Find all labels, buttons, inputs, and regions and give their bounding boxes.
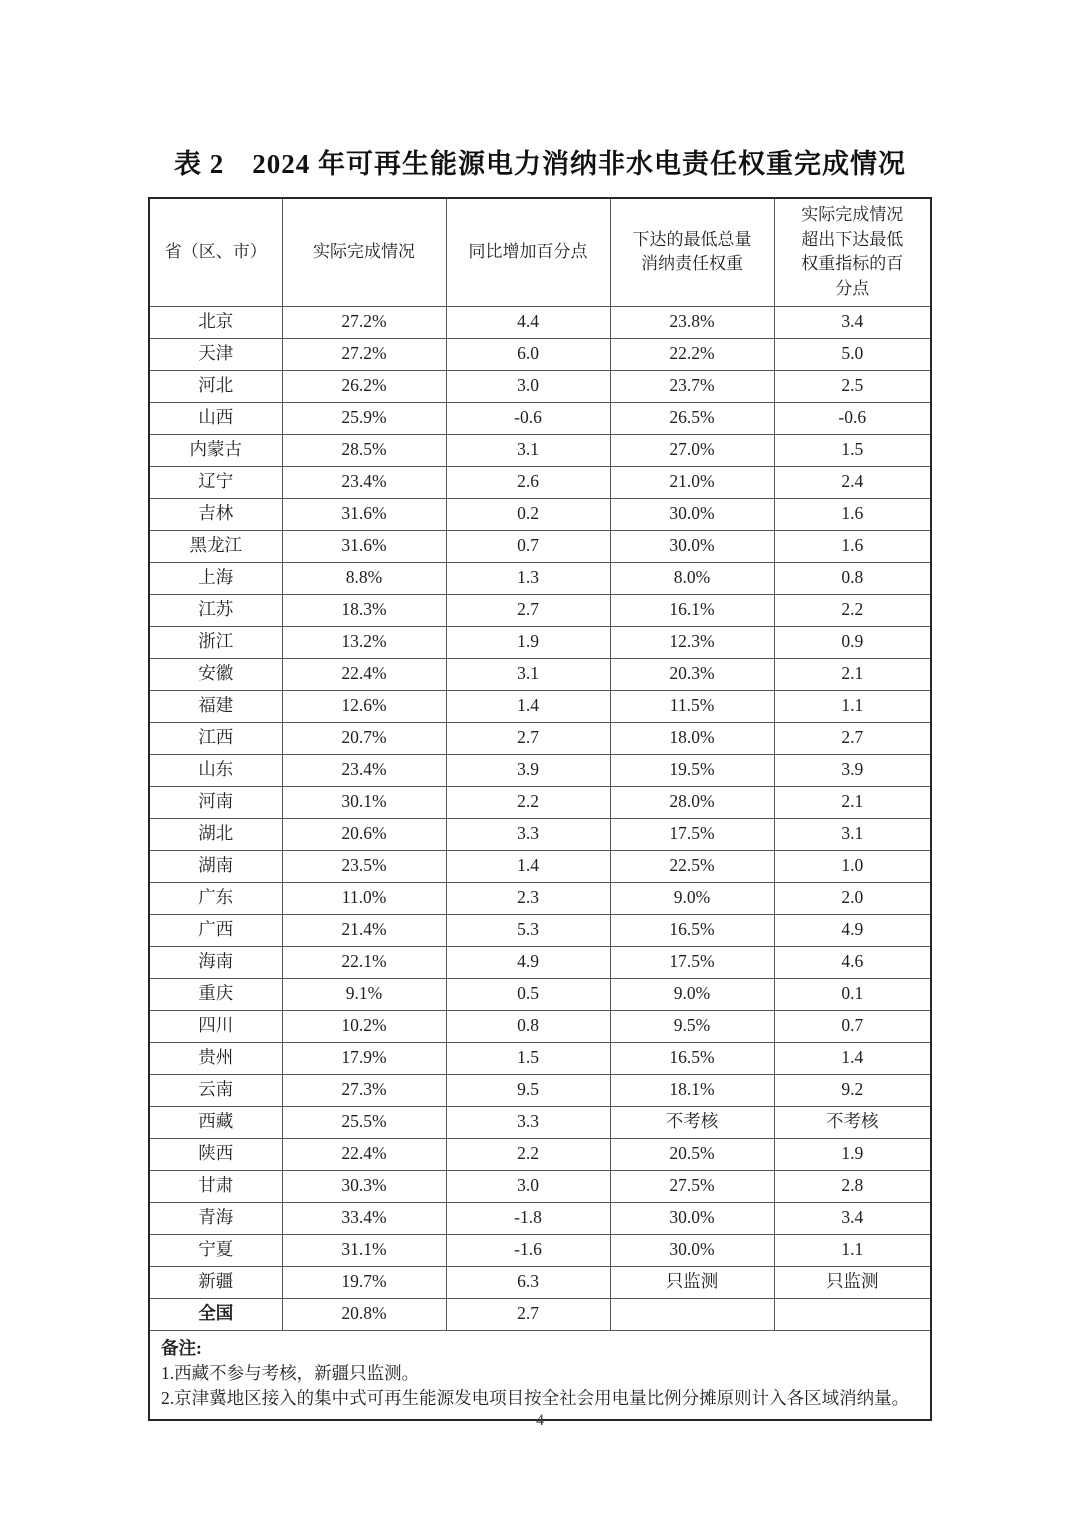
province-cell: 安徽 bbox=[149, 658, 282, 690]
exceed-points-cell bbox=[774, 1298, 931, 1330]
province-cell: 西藏 bbox=[149, 1106, 282, 1138]
province-cell: 新疆 bbox=[149, 1266, 282, 1298]
table-row bbox=[149, 882, 931, 914]
minimum-weight-cell: 21.0% bbox=[610, 466, 774, 498]
yoy-increase-cell: -1.6 bbox=[446, 1234, 610, 1266]
exceed-points-cell: 2.1 bbox=[774, 786, 931, 818]
province-cell: 浙江 bbox=[149, 626, 282, 658]
yoy-increase-cell: -1.8 bbox=[446, 1202, 610, 1234]
exceed-points-cell: 1.4 bbox=[774, 1042, 931, 1074]
minimum-weight-cell: 12.3% bbox=[610, 626, 774, 658]
exceed-points-cell: 3.9 bbox=[774, 754, 931, 786]
minimum-weight-cell: 26.5% bbox=[610, 402, 774, 434]
yoy-increase-cell: -0.6 bbox=[446, 402, 610, 434]
table-row bbox=[149, 850, 931, 882]
actual-completion-cell: 23.4% bbox=[282, 754, 446, 786]
page-number: 4 bbox=[536, 1412, 544, 1429]
table-row bbox=[149, 402, 931, 434]
exceed-points-cell: 5.0 bbox=[774, 338, 931, 370]
province-cell: 上海 bbox=[149, 562, 282, 594]
table-row bbox=[149, 562, 931, 594]
actual-completion-cell: 12.6% bbox=[282, 690, 446, 722]
header-actual-completion: 实际完成情况 bbox=[282, 198, 446, 306]
actual-completion-cell: 18.3% bbox=[282, 594, 446, 626]
minimum-weight-cell: 30.0% bbox=[610, 530, 774, 562]
table-row bbox=[149, 434, 931, 466]
exceed-points-cell: 1.1 bbox=[774, 1234, 931, 1266]
actual-completion-cell: 19.7% bbox=[282, 1266, 446, 1298]
exceed-points-cell: 1.5 bbox=[774, 434, 931, 466]
yoy-increase-cell: 0.2 bbox=[446, 498, 610, 530]
actual-completion-cell: 31.1% bbox=[282, 1234, 446, 1266]
province-cell: 宁夏 bbox=[149, 1234, 282, 1266]
province-cell: 吉林 bbox=[149, 498, 282, 530]
yoy-increase-cell: 3.0 bbox=[446, 1170, 610, 1202]
actual-completion-cell: 26.2% bbox=[282, 370, 446, 402]
minimum-weight-cell: 30.0% bbox=[610, 1234, 774, 1266]
actual-completion-cell: 22.4% bbox=[282, 1138, 446, 1170]
exceed-points-cell: 2.5 bbox=[774, 370, 931, 402]
actual-completion-cell: 21.4% bbox=[282, 914, 446, 946]
notes-row bbox=[149, 1330, 931, 1420]
province-cell: 福建 bbox=[149, 690, 282, 722]
exceed-points-cell: 0.8 bbox=[774, 562, 931, 594]
yoy-increase-cell: 1.4 bbox=[446, 850, 610, 882]
table-row bbox=[149, 1170, 931, 1202]
yoy-increase-cell: 4.4 bbox=[446, 306, 610, 338]
yoy-increase-cell: 0.7 bbox=[446, 530, 610, 562]
yoy-increase-cell: 6.0 bbox=[446, 338, 610, 370]
exceed-points-cell: 3.1 bbox=[774, 818, 931, 850]
exceed-points-cell: 2.0 bbox=[774, 882, 931, 914]
yoy-increase-cell: 1.5 bbox=[446, 1042, 610, 1074]
minimum-weight-cell: 17.5% bbox=[610, 946, 774, 978]
province-cell: 云南 bbox=[149, 1074, 282, 1106]
minimum-weight-cell: 20.5% bbox=[610, 1138, 774, 1170]
exceed-points-cell: 不考核 bbox=[774, 1106, 931, 1138]
exceed-points-cell: 1.9 bbox=[774, 1138, 931, 1170]
exceed-points-cell: 1.6 bbox=[774, 498, 931, 530]
province-cell: 河南 bbox=[149, 786, 282, 818]
province-cell: 山西 bbox=[149, 402, 282, 434]
actual-completion-cell: 20.6% bbox=[282, 818, 446, 850]
table-row bbox=[149, 1106, 931, 1138]
province-cell: 黑龙江 bbox=[149, 530, 282, 562]
note-line-2: 2.京津冀地区接入的集中式可再生能源发电项目按全社会用电量比例分摊原则计入各区域消纳量。 bbox=[161, 1388, 910, 1409]
table-row bbox=[149, 498, 931, 530]
province-cell: 广西 bbox=[149, 914, 282, 946]
yoy-increase-cell: 3.0 bbox=[446, 370, 610, 402]
province-cell: 贵州 bbox=[149, 1042, 282, 1074]
yoy-increase-cell: 2.6 bbox=[446, 466, 610, 498]
province-cell: 四川 bbox=[149, 1010, 282, 1042]
minimum-weight-cell: 23.8% bbox=[610, 306, 774, 338]
province-cell: 广东 bbox=[149, 882, 282, 914]
notes-label: 备注: bbox=[161, 1337, 202, 1358]
province-cell: 全国 bbox=[149, 1298, 282, 1330]
page-title: 表 2 2024 年可再生能源电力消纳非水电责任权重完成情况 bbox=[174, 149, 906, 179]
table-row bbox=[149, 946, 931, 978]
minimum-weight-cell: 11.5% bbox=[610, 690, 774, 722]
yoy-increase-cell: 3.3 bbox=[446, 818, 610, 850]
actual-completion-cell: 9.1% bbox=[282, 978, 446, 1010]
province-cell: 江西 bbox=[149, 722, 282, 754]
exceed-points-cell: -0.6 bbox=[774, 402, 931, 434]
table-row bbox=[149, 690, 931, 722]
province-cell: 山东 bbox=[149, 754, 282, 786]
exceed-points-cell: 3.4 bbox=[774, 1202, 931, 1234]
yoy-increase-cell: 2.7 bbox=[446, 594, 610, 626]
table-row bbox=[149, 754, 931, 786]
yoy-increase-cell: 1.9 bbox=[446, 626, 610, 658]
actual-completion-cell: 11.0% bbox=[282, 882, 446, 914]
table-row bbox=[149, 1266, 931, 1298]
minimum-weight-cell: 8.0% bbox=[610, 562, 774, 594]
province-cell: 江苏 bbox=[149, 594, 282, 626]
table-body bbox=[149, 306, 931, 1330]
table-row bbox=[149, 722, 931, 754]
yoy-increase-cell: 2.7 bbox=[446, 1298, 610, 1330]
minimum-weight-cell: 16.1% bbox=[610, 594, 774, 626]
table-row bbox=[149, 1074, 931, 1106]
notes-cell bbox=[149, 1330, 931, 1420]
yoy-increase-cell: 3.1 bbox=[446, 658, 610, 690]
province-cell: 湖北 bbox=[149, 818, 282, 850]
exceed-points-cell: 1.1 bbox=[774, 690, 931, 722]
minimum-weight-cell: 30.0% bbox=[610, 1202, 774, 1234]
minimum-weight-cell: 16.5% bbox=[610, 914, 774, 946]
table-row bbox=[149, 530, 931, 562]
actual-completion-cell: 30.1% bbox=[282, 786, 446, 818]
exceed-points-cell: 0.1 bbox=[774, 978, 931, 1010]
data-table bbox=[148, 197, 932, 1421]
yoy-increase-cell: 2.2 bbox=[446, 1138, 610, 1170]
province-cell: 辽宁 bbox=[149, 466, 282, 498]
minimum-weight-cell: 20.3% bbox=[610, 658, 774, 690]
exceed-points-cell: 9.2 bbox=[774, 1074, 931, 1106]
yoy-increase-cell: 6.3 bbox=[446, 1266, 610, 1298]
table-row bbox=[149, 658, 931, 690]
yoy-increase-cell: 2.7 bbox=[446, 722, 610, 754]
table-row bbox=[149, 1042, 931, 1074]
actual-completion-cell: 13.2% bbox=[282, 626, 446, 658]
minimum-weight-cell: 17.5% bbox=[610, 818, 774, 850]
actual-completion-cell: 31.6% bbox=[282, 498, 446, 530]
table-row bbox=[149, 626, 931, 658]
exceed-points-cell: 1.0 bbox=[774, 850, 931, 882]
actual-completion-cell: 33.4% bbox=[282, 1202, 446, 1234]
province-cell: 北京 bbox=[149, 306, 282, 338]
actual-completion-cell: 27.2% bbox=[282, 306, 446, 338]
header-exceed-points: 实际完成情况超出下达最低权重指标的百分点 bbox=[774, 198, 931, 306]
actual-completion-cell: 30.3% bbox=[282, 1170, 446, 1202]
table-row bbox=[149, 1138, 931, 1170]
minimum-weight-cell: 9.5% bbox=[610, 1010, 774, 1042]
table-header-row bbox=[149, 198, 931, 306]
actual-completion-cell: 27.2% bbox=[282, 338, 446, 370]
exceed-points-cell: 2.7 bbox=[774, 722, 931, 754]
table-row bbox=[149, 338, 931, 370]
yoy-increase-cell: 3.1 bbox=[446, 434, 610, 466]
actual-completion-cell: 17.9% bbox=[282, 1042, 446, 1074]
province-cell: 内蒙古 bbox=[149, 434, 282, 466]
actual-completion-cell: 22.1% bbox=[282, 946, 446, 978]
province-cell: 湖南 bbox=[149, 850, 282, 882]
table-row bbox=[149, 818, 931, 850]
province-cell: 陕西 bbox=[149, 1138, 282, 1170]
minimum-weight-cell: 22.2% bbox=[610, 338, 774, 370]
actual-completion-cell: 25.5% bbox=[282, 1106, 446, 1138]
yoy-increase-cell: 4.9 bbox=[446, 946, 610, 978]
table-row bbox=[149, 1298, 931, 1330]
minimum-weight-cell: 22.5% bbox=[610, 850, 774, 882]
province-cell: 青海 bbox=[149, 1202, 282, 1234]
header-minimum-weight: 下达的最低总量消纳责任权重 bbox=[610, 198, 774, 306]
actual-completion-cell: 20.7% bbox=[282, 722, 446, 754]
province-cell: 甘肃 bbox=[149, 1170, 282, 1202]
minimum-weight-cell: 16.5% bbox=[610, 1042, 774, 1074]
minimum-weight-cell: 18.1% bbox=[610, 1074, 774, 1106]
table-row bbox=[149, 1234, 931, 1266]
table-row bbox=[149, 786, 931, 818]
table-row bbox=[149, 978, 931, 1010]
header-yoy-increase: 同比增加百分点 bbox=[446, 198, 610, 306]
table-row bbox=[149, 594, 931, 626]
yoy-increase-cell: 2.2 bbox=[446, 786, 610, 818]
exceed-points-cell: 2.2 bbox=[774, 594, 931, 626]
exceed-points-cell: 3.4 bbox=[774, 306, 931, 338]
actual-completion-cell: 23.4% bbox=[282, 466, 446, 498]
minimum-weight-cell: 不考核 bbox=[610, 1106, 774, 1138]
yoy-increase-cell: 3.3 bbox=[446, 1106, 610, 1138]
actual-completion-cell: 27.3% bbox=[282, 1074, 446, 1106]
province-cell: 天津 bbox=[149, 338, 282, 370]
minimum-weight-cell: 只监测 bbox=[610, 1266, 774, 1298]
exceed-points-cell: 0.7 bbox=[774, 1010, 931, 1042]
yoy-increase-cell: 5.3 bbox=[446, 914, 610, 946]
minimum-weight-cell bbox=[610, 1298, 774, 1330]
minimum-weight-cell: 30.0% bbox=[610, 498, 774, 530]
table-row bbox=[149, 1010, 931, 1042]
exceed-points-cell: 4.6 bbox=[774, 946, 931, 978]
yoy-increase-cell: 0.5 bbox=[446, 978, 610, 1010]
actual-completion-cell: 23.5% bbox=[282, 850, 446, 882]
province-cell: 重庆 bbox=[149, 978, 282, 1010]
yoy-increase-cell: 0.8 bbox=[446, 1010, 610, 1042]
minimum-weight-cell: 18.0% bbox=[610, 722, 774, 754]
yoy-increase-cell: 1.3 bbox=[446, 562, 610, 594]
table-row bbox=[149, 466, 931, 498]
minimum-weight-cell: 27.5% bbox=[610, 1170, 774, 1202]
actual-completion-cell: 28.5% bbox=[282, 434, 446, 466]
header-province: 省（区、市） bbox=[149, 198, 282, 306]
table-row bbox=[149, 914, 931, 946]
actual-completion-cell: 20.8% bbox=[282, 1298, 446, 1330]
note-line-1: 1.西藏不参与考核，新疆只监测。 bbox=[161, 1362, 420, 1383]
exceed-points-cell: 只监测 bbox=[774, 1266, 931, 1298]
minimum-weight-cell: 23.7% bbox=[610, 370, 774, 402]
minimum-weight-cell: 9.0% bbox=[610, 882, 774, 914]
yoy-increase-cell: 2.3 bbox=[446, 882, 610, 914]
table-row bbox=[149, 370, 931, 402]
yoy-increase-cell: 3.9 bbox=[446, 754, 610, 786]
yoy-increase-cell: 1.4 bbox=[446, 690, 610, 722]
minimum-weight-cell: 9.0% bbox=[610, 978, 774, 1010]
exceed-points-cell: 2.4 bbox=[774, 466, 931, 498]
actual-completion-cell: 22.4% bbox=[282, 658, 446, 690]
exceed-points-cell: 0.9 bbox=[774, 626, 931, 658]
minimum-weight-cell: 19.5% bbox=[610, 754, 774, 786]
table-row bbox=[149, 306, 931, 338]
exceed-points-cell: 1.6 bbox=[774, 530, 931, 562]
province-cell: 河北 bbox=[149, 370, 282, 402]
actual-completion-cell: 31.6% bbox=[282, 530, 446, 562]
minimum-weight-cell: 27.0% bbox=[610, 434, 774, 466]
exceed-points-cell: 4.9 bbox=[774, 914, 931, 946]
actual-completion-cell: 10.2% bbox=[282, 1010, 446, 1042]
actual-completion-cell: 25.9% bbox=[282, 402, 446, 434]
exceed-points-cell: 2.1 bbox=[774, 658, 931, 690]
minimum-weight-cell: 28.0% bbox=[610, 786, 774, 818]
yoy-increase-cell: 9.5 bbox=[446, 1074, 610, 1106]
actual-completion-cell: 8.8% bbox=[282, 562, 446, 594]
table-row bbox=[149, 1202, 931, 1234]
province-cell: 海南 bbox=[149, 946, 282, 978]
exceed-points-cell: 2.8 bbox=[774, 1170, 931, 1202]
